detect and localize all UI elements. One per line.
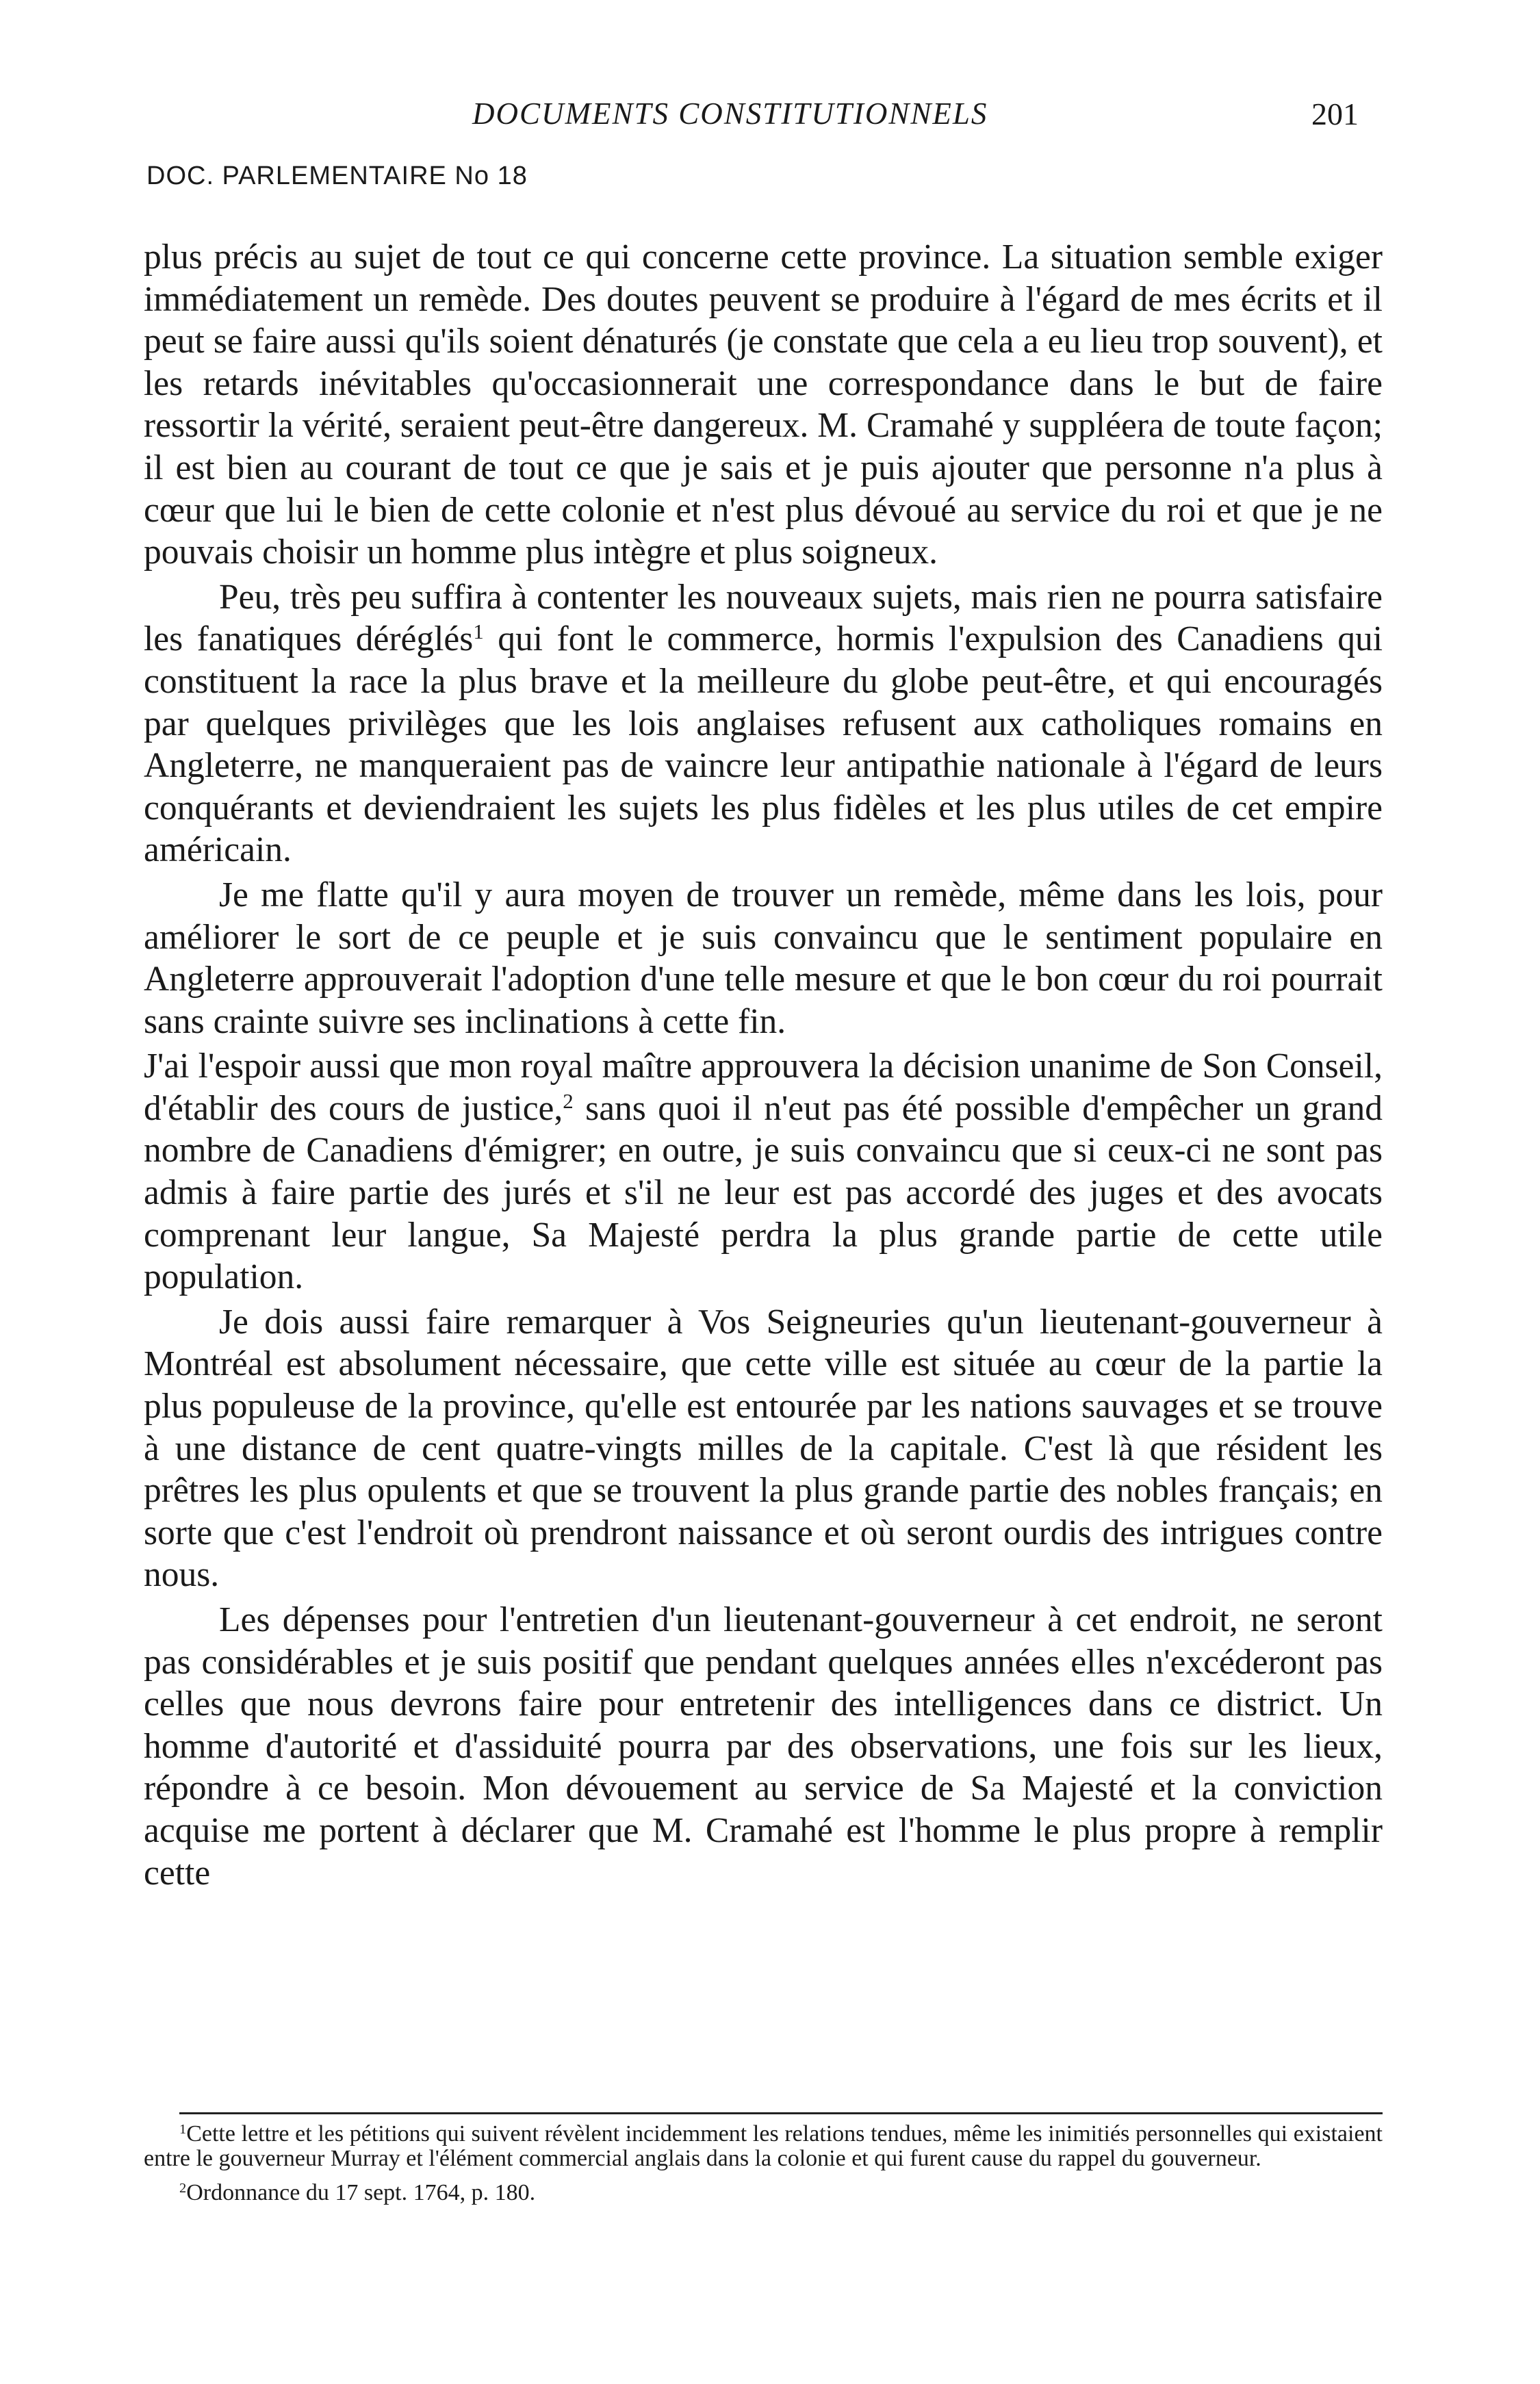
footnote-divider bbox=[179, 2112, 1383, 2114]
running-title: DOCUMENTS CONSTITUTIONNELS bbox=[472, 97, 988, 131]
paragraph-4 bbox=[144, 1045, 1383, 1298]
footnote-2-marker: 2 bbox=[179, 2180, 187, 2196]
paragraph-6: Les dépenses pour l'entretien d'un lieutenant-gouverneur à cet endroit, ne seront pas considérables et je suis positif que pendant quelques années elles n'excéderont pas celles que nous devrons faire pour entretenir des intelligences dans ce district. Un homme d'autorité et d'assiduité pourra par des observations, une fois sur les lieux, répondre à ce besoin. Mon dévouement au service de Sa Majesté et la conviction acquise me portent à déclarer que M. Cramahé est l'homme le plus propre à remplir cette bbox=[144, 1600, 1383, 1893]
paragraph-2-text-start: Peu, très peu suffira à contenter les nouveaux sujets, mais rien ne pourra satisfaire les fanatiques déréglés bbox=[144, 577, 1383, 659]
footnote-1 bbox=[144, 2122, 1383, 2171]
paragraph-2-text-end: qui font le commerce, hormis l'expulsion des Canadiens qui constituent la race la plus brave et la meilleure du globe peut-être, et qui encouragés par quelques privilèges que les lois anglaises refusent aux catholiques romains en Angleterre, ne manqueraient pas de vaincre leur antipathie nationale à l'égard de leurs conquérants et deviendraient les sujets les plus fidèles et les plus utiles de cet empire américain. bbox=[144, 619, 1383, 870]
footnotes bbox=[144, 2122, 1383, 2205]
paragraph-5: Je dois aussi faire remarquer à Vos Seigneuries qu'un lieutenant-gouverneur à Montréal est absolument nécessaire, que cette ville est située au cœur de la partie la plus populeuse de la province, qu'elle est entourée par les nations sauvages et se trouve à une distance de cent quatre-vingts milles de la capitale. C'est là que résident les prêtres les plus opulents et que se trouvent la plus grande partie des nobles français; en sorte que c'est l'endroit où prendront naissance et où seront ourdis des intrigues contre nous. bbox=[144, 1302, 1383, 1595]
footnote-ref-2: 2 bbox=[563, 1088, 574, 1113]
paragraph-3: Je me flatte qu'il y aura moyen de trouver un remède, même dans les lois, pour améliorer le sort de ce peuple et je suis convaincu que le sentiment populaire en Angleterre approuverait l'adoption d'une telle mesure et que le bon cœur du roi pourrait sans crainte suivre ses inclinations à cette fin. bbox=[144, 875, 1383, 1041]
paragraph-4-text-start: J'ai l'espoir aussi que mon royal maître approuvera la décision unanime de Son Conseil, d'établir des cours de justice, bbox=[144, 1047, 1383, 1128]
footnote-1-text: Cette lettre et les pétitions qui suivent révèlent incidemment les relations tendues, même les inimitiés personnelles qui existaient entre le gouverneur Murray et l'élément commercial anglais dans la colonie et qui furent cause du rappel du gouverneur. bbox=[144, 2121, 1383, 2171]
footnote-2 bbox=[144, 2181, 1383, 2205]
paragraph-1: plus précis au sujet de tout ce qui concerne cette province. La situation semble exiger immédiatement un remède. Des doutes peuvent se produire à l'égard de mes écrits et il peut se faire aussi qu'ils soient dénaturés (je constate que cela a eu lieu trop souvent), et les retards inévitables qu'occasionnerait une correspondance dans le but de faire ressortir la vérité, seraient peut-être dangereux. M. Cramahé y suppléera de toute façon; il est bien au courant de tout ce que je sais et je puis ajouter que personne n'a plus à cœur que lui le bien de cette colonie et n'est plus dévoué au service du roi et que je ne pouvais choisir un homme plus intègre et plus soigneux. bbox=[144, 238, 1383, 572]
footnote-1-marker: 1 bbox=[179, 2121, 187, 2137]
paragraph-2 bbox=[144, 576, 1383, 871]
body-text bbox=[144, 236, 1383, 1894]
page-number: 201 bbox=[1311, 97, 1359, 131]
paragraph-4-text-end: sans quoi il n'eut pas été possible d'empêcher un grand nombre de Canadiens d'émigrer; en outre, je suis convaincu que si ceux-ci ne sont pas admis à faire partie des jurés et s'il ne leur est pas accordé des juges et des avocats comprenant leur langue, Sa Majesté perdra la plus grande partie de cette utile population. bbox=[144, 1088, 1383, 1297]
footnote-2-text: Ordonnance du 17 sept. 1764, p. 180. bbox=[186, 2180, 536, 2205]
footnote-ref-1: 1 bbox=[473, 619, 484, 644]
doc-label: DOC. PARLEMENTAIRE No 18 bbox=[146, 162, 528, 190]
